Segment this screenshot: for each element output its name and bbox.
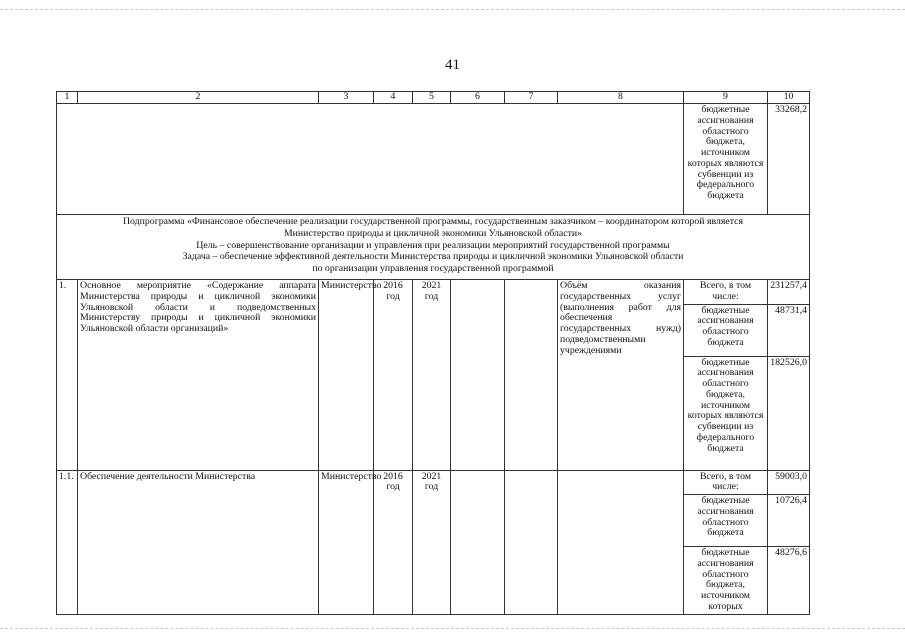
column-header: 4 xyxy=(374,92,413,104)
subprogram-title: Подпрограмма «Финансовое обеспечение реализации государственной программы, государственным заказчиком – координатором которой является xyxy=(122,216,743,227)
column-header: 5 xyxy=(413,92,451,104)
amount-cell: 48731,4 xyxy=(768,304,810,356)
amount-cell: 10726,4 xyxy=(768,495,810,547)
funding-source-cell: бюджетные ассигнования областного бюджета xyxy=(684,495,768,547)
carryover-empty-cell xyxy=(57,104,684,215)
carryover-row xyxy=(57,104,810,215)
executor-cell: Министерство xyxy=(319,280,374,471)
budget-table xyxy=(56,91,810,615)
subprogram-task-continued: по организации управления государственной программой xyxy=(312,263,554,274)
activity-name: Обеспечение деятельности Министерства xyxy=(78,470,319,614)
activity-name: Основное мероприятие «Содержание аппарата Министерства природы и цикличной экономики Ульяновской области и подведомственных Министерству природы и цикличной экономики Ульяновской области организаций» xyxy=(78,280,319,471)
row-number: 1.1. xyxy=(57,470,78,614)
column-header: 2 xyxy=(78,92,319,104)
column-number-row xyxy=(57,92,810,104)
column-header: 7 xyxy=(505,92,558,104)
subprogram-goal: Цель – совершенствование организации и управления при реализации мероприятий государственной программы xyxy=(196,239,670,251)
end-year-cell: 2021 год xyxy=(413,280,451,471)
column-header: 9 xyxy=(684,92,768,104)
empty-cell xyxy=(505,470,558,614)
scan-noise-top xyxy=(0,9,905,12)
column-header: 8 xyxy=(558,92,684,104)
subprogram-task: Задача – обеспечение эффективной деятельности Министерства природы и цикличной экономики Ульяновской области xyxy=(182,251,684,263)
table-row xyxy=(57,280,810,305)
table-row xyxy=(57,470,810,495)
column-header: 1 xyxy=(57,92,78,104)
subprogram-title-continued: Министерство природы и цикличной экономики Ульяновской области» xyxy=(283,227,583,239)
start-year-cell: 2016 год xyxy=(374,470,413,614)
column-header: 6 xyxy=(451,92,505,104)
empty-cell xyxy=(505,280,558,471)
subprogram-row xyxy=(57,215,810,280)
funding-source-cell: бюджетные ассигнования областного бюджета, источником которых являются субвенции из федерального бюджета xyxy=(684,104,768,215)
total-label-cell: Всего, в том числе: xyxy=(684,470,768,495)
scan-noise-bottom xyxy=(0,628,905,631)
total-label-cell: Всего, в том числе: xyxy=(684,280,768,305)
amount-cell: 59003,0 xyxy=(768,470,810,495)
executor-cell: Министерство xyxy=(319,470,374,614)
funding-source-cell: бюджетные ассигнования областного бюджета, источником которых xyxy=(684,547,768,615)
amount-cell: 182526,0 xyxy=(768,356,810,470)
empty-cell xyxy=(451,470,505,614)
row-number: 1. xyxy=(57,280,78,471)
funding-source-cell: бюджетные ассигнования областного бюджета xyxy=(684,304,768,356)
amount-cell: 48276,6 xyxy=(768,547,810,615)
end-year-cell: 2021 год xyxy=(413,470,451,614)
column-header: 3 xyxy=(319,92,374,104)
start-year-cell: 2016 год xyxy=(374,280,413,471)
empty-cell xyxy=(451,280,505,471)
empty-cell xyxy=(558,470,684,614)
indicator-cell: Объём оказания государственных услуг (выполнения работ для обеспечения государственных нужд) подведомственными учреждениями xyxy=(558,280,684,471)
amount-cell: 231257,4 xyxy=(768,280,810,305)
funding-source-cell: бюджетные ассигнования областного бюджета, источником которых являются субвенции из федерального бюджета xyxy=(684,356,768,470)
subprogram-header-cell xyxy=(57,215,810,280)
amount-cell: 33268,2 xyxy=(768,104,810,215)
page-number: 41 xyxy=(445,57,460,73)
column-header: 10 xyxy=(768,92,810,104)
